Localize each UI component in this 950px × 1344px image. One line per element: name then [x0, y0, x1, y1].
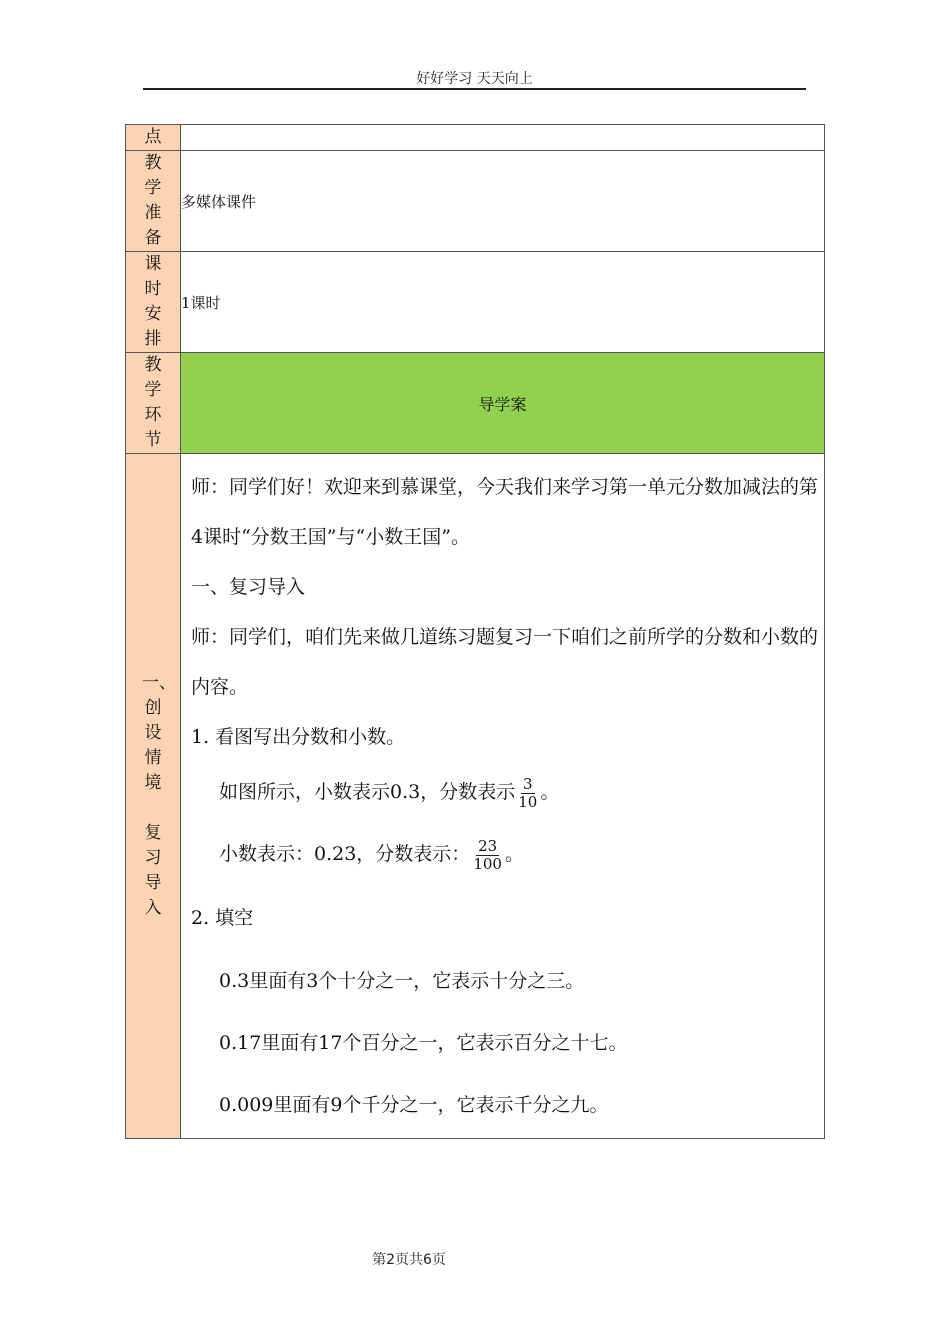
row-section [126, 454, 825, 1139]
page-header: 好好学习 天天向上 [416, 71, 533, 87]
fill-blank-3: 0.009里面有9个千分之一，它表示千分之九。 [219, 1094, 609, 1116]
section-label [126, 454, 181, 1139]
fraction-23-100: $\frac{23}{100}$ [473, 836, 502, 873]
section-content [181, 454, 824, 1136]
row-stage-label: 教学环节 [126, 353, 181, 454]
teacher-greeting: 师：同学们好！欢迎来到慕课堂，今天我们来学习第一单元分数加减法的第4课时“分数王国”与“小数王国”。 [191, 476, 819, 548]
fraction-3-10: $\frac{3}{10}$ [518, 774, 538, 811]
question-1-line-1: 如图所示，小数表示0.3，分数表示 $\frac{3}{10}$ 。 [219, 774, 560, 811]
row-schedule-value: 1课时 [181, 252, 825, 353]
section-label-top: 一、创设情境 [142, 673, 176, 793]
teacher-instruction: 师：同学们，咱们先来做几道练习题复习一下咱们之前所学的分数和小数的内容。 [191, 626, 819, 698]
row-schedule-label: 课时安排 [126, 252, 181, 353]
row-prep [126, 151, 825, 252]
fill-blank-2: 0.17里面有17个百分之一，它表示百分之十七。 [219, 1032, 628, 1054]
question-1: 1. 看图写出分数和小数。 [191, 726, 406, 748]
page-footer: 第2页共6页 [372, 1252, 446, 1268]
question-2: 2. 填空 [191, 907, 254, 929]
row-schedule [126, 252, 825, 353]
lesson-plan-table [125, 124, 825, 1139]
question-1-line-2: 小数表示：0.23，分数表示： $\frac{23}{100}$ 。 [219, 836, 524, 873]
row-stage [126, 353, 825, 454]
section-content-cell [181, 454, 825, 1139]
row-point-label: 点 [126, 125, 181, 151]
fill-blank-1: 0.3里面有3个十分之一，它表示十分之三。 [219, 970, 585, 992]
row-prep-label: 教学准备 [126, 151, 181, 252]
section-label-bottom: 复习导入 [144, 823, 162, 918]
row-stage-value: 导学案 [181, 353, 825, 454]
row-prep-value: 多媒体课件 [181, 151, 825, 252]
review-heading: 一、复习导入 [191, 576, 306, 598]
header-rule [143, 88, 806, 90]
row-point [126, 125, 825, 151]
row-point-value [181, 125, 825, 151]
